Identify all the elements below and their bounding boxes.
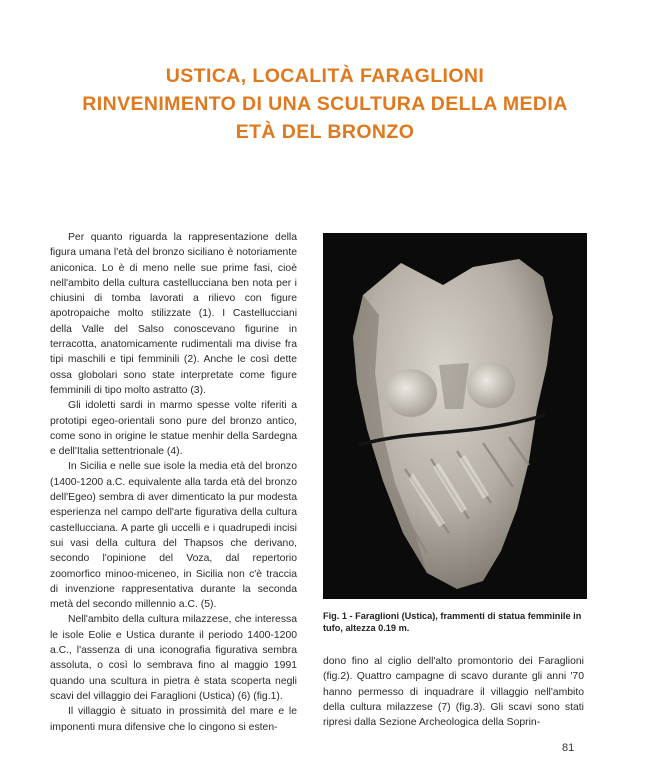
- figure-1-photo: [323, 233, 587, 599]
- page-number: 81: [562, 742, 575, 754]
- paragraph-continuation: dono fino al ciglio dell'alto promontorio dei Faraglioni (fig.2). Quattro campagne di scavo durante gli anni '70 hanno permesso di inquadrare il villaggio nell'ambito della cultura milazzese (7) (fig.3). Gli scavi sono stati ripresi dalla Sezione Archeologica della Soprin-: [323, 656, 584, 729]
- paragraph-2: Gli idoletti sardi in marmo spesse volte riferiti a prototipi egeo-orientali sono pure del bronzo antico, come sono in origine le statue menhir della Sardegna e dell'Italia settentrionale (4).: [50, 400, 297, 458]
- figure-1-caption: Fig. 1 - Faraglioni (Ustica), frammenti di statua femminile in tufo, altezza 0.19 m.: [323, 611, 582, 633]
- paragraph-1: Per quanto riguarda la rappresentazione della figura umana l'età del bronzo siciliano è notoriamente aniconica. Lo è di meno nelle sue prime fasi, cioè nell'ambito della cultura castellucciana ben nota per i chiusini di tomba lavorati a rilievo con figure apotropaiche molto stilizzate (1). I Castellucciani della Valle del Salso conoscevano figurine in terracotta, anatomicamente rudimentali ma divise fra tipi maschili e tipi femminili (2). Anche le così dette ossa globolari sono state interpretate come figure femminili di tipo molto astratto (3).: [50, 232, 297, 396]
- stone-sculpture-image: [323, 233, 587, 599]
- paragraph-5: Il villaggio è situato in prossimità del mare e le imponenti mura difensive che lo cingono si esten-: [50, 706, 297, 733]
- body-right-column: [323, 654, 584, 730]
- body-left-column: [50, 230, 297, 735]
- paragraph-3: In Sicilia e nelle sue isole la media età del bronzo (1400-1200 a.C. equivalente alla tarda età del bronzo dell'Egeo) sembra di aver dimenticato la pur modesta esperienza nel campo dell'arte figurativa della cultura castellucciana. A parte gli uccelli e i quadrupedi incisi sui vasi della cultura del Thapsos che derivano, secondo l'opinione del Voza, dal repertorio zoomorfico minoo-miceneo, in Sicilia non c'è traccia di invenzione rappresentativa durante la seconda metà del secondo millennio a.C. (5).: [50, 461, 297, 611]
- article-title: [0, 62, 650, 146]
- title-line-3: ETÀ DEL BRONZO: [235, 121, 415, 143]
- title-line-2: RINVENIMENTO DI UNA SCULTURA DELLA MEDIA: [82, 93, 568, 115]
- title-line-1: USTICA, LOCALITÀ FARAGLIONI: [165, 65, 485, 87]
- paragraph-4: Nell'ambito della cultura milazzese, che interessa le isole Eolie e Ustica durante il periodo 1400-1200 a.C., l'assenza di una iconografia figurativa sembra assoluta, o così lo sembrava fino al maggio 1991 quando una scultura in pietra è stata scoperta negli scavi del villaggio dei Faraglioni (Ustica) (6) (fig.1).: [50, 614, 297, 702]
